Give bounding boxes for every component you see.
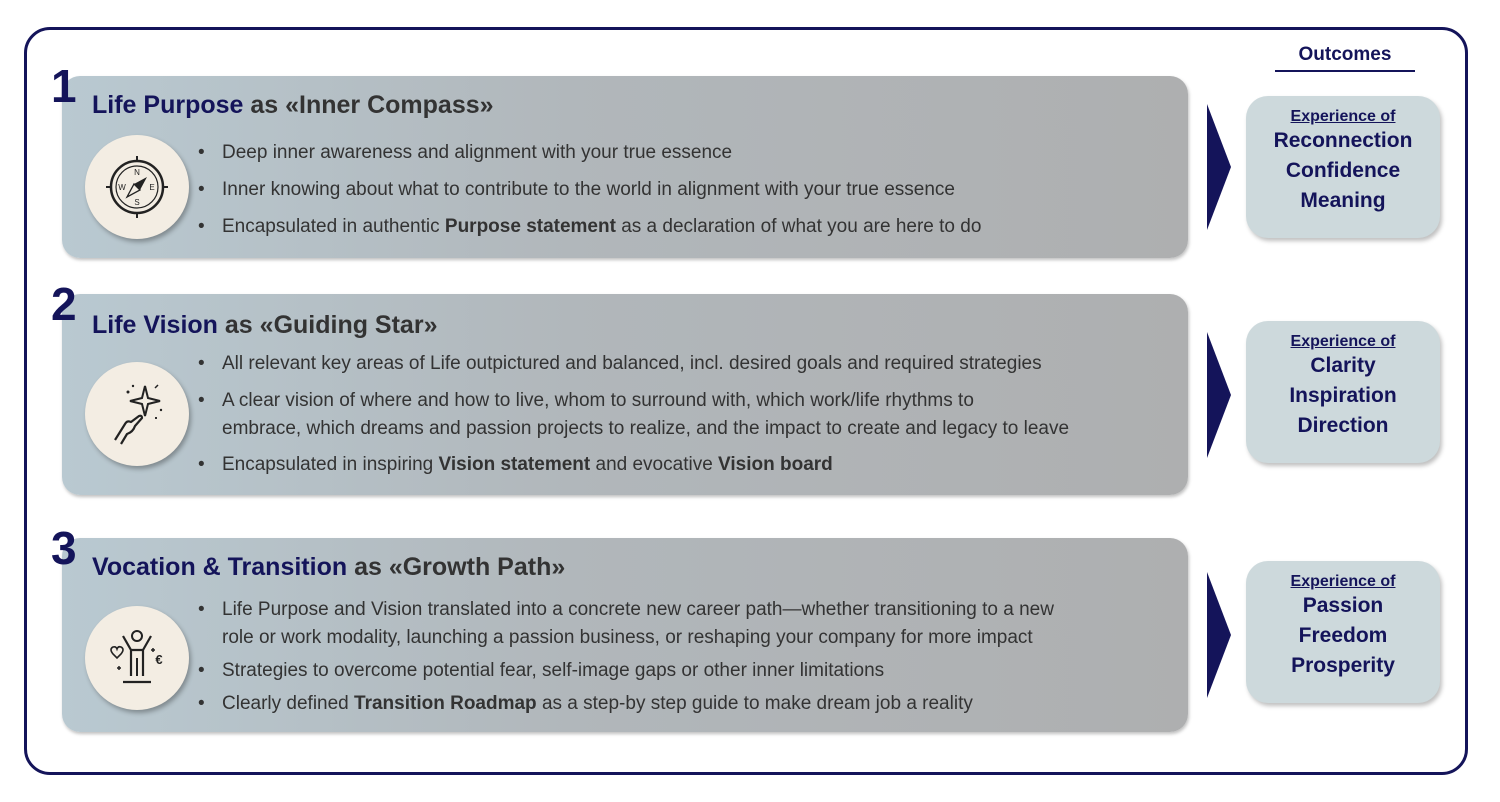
- section-3-title: [92, 553, 565, 582]
- outcome-item: Prosperity: [1291, 654, 1395, 677]
- outcome-item: Freedom: [1298, 624, 1388, 647]
- section-1-title-main: Life Purpose: [92, 91, 244, 119]
- compass-icon: [85, 135, 189, 239]
- svg-text:W: W: [118, 183, 126, 192]
- svg-text:€: €: [155, 652, 163, 667]
- outcome-item: Inspiration: [1289, 384, 1397, 407]
- person-growth-icon: [85, 606, 189, 710]
- list-item: • Clearly defined Transition Roadmap as a step-by step guide to make dream job a reality: [198, 690, 1054, 718]
- section-2-number: 2: [51, 278, 77, 330]
- section-1-outcome-box: [1246, 96, 1440, 238]
- section-1-title: [92, 91, 494, 120]
- list-item: • All relevant key areas of Life outpictured and balanced, incl. desired goals and required strategies: [198, 350, 1069, 378]
- outcome-item: Passion: [1302, 594, 1384, 617]
- section-2-outcome-box: [1246, 321, 1440, 463]
- list-item: • Inner knowing about what to contribute to the world in alignment with your true essence: [198, 176, 981, 204]
- section-3-title-main: Vocation & Transition: [92, 553, 348, 581]
- section-3-outcome-box: [1246, 561, 1440, 703]
- section-1-bullets: [198, 139, 981, 241]
- section-3-bullets: [198, 596, 1054, 718]
- outcome-label: Experience of: [1290, 333, 1396, 350]
- section-3-arrow: [1207, 572, 1231, 698]
- section-1-arrow: [1207, 104, 1231, 230]
- outcome-item: Clarity: [1310, 354, 1376, 377]
- list-item: • Deep inner awareness and alignment with your true essence: [198, 139, 981, 167]
- section-2-title-sub: as «Guiding Star»: [224, 311, 438, 339]
- list-item: • Life Purpose and Vision translated into a concrete new career path—whether transitioning to a new role or work modality, launching a passion business, or reshaping your company for more impact: [198, 596, 1054, 652]
- list-item: • Strategies to overcome potential fear, self-image gaps or other inner limitations: [198, 657, 1054, 685]
- section-1-number: 1: [51, 60, 77, 112]
- list-item: • A clear vision of where and how to live, whom to surround with, which work/life rhythms to embrace, which dreams and passion projects to realize, and the impact to create and legacy to leave: [198, 387, 1069, 443]
- list-item: • Encapsulated in authentic Purpose statement as a declaration of what you are here to do: [198, 213, 981, 241]
- outcome-label: Experience of: [1290, 573, 1396, 590]
- outcome-item: Reconnection: [1273, 129, 1413, 152]
- outcome-item: Direction: [1297, 414, 1389, 437]
- outcome-label: Experience of: [1290, 108, 1396, 125]
- svg-text:S: S: [134, 198, 140, 207]
- section-3-number: 3: [51, 522, 77, 574]
- section-2-title-main: Life Vision: [92, 311, 218, 339]
- outcomes-underline: [1275, 70, 1415, 72]
- section-2-bullets: [198, 350, 1069, 479]
- list-item: • Encapsulated in inspiring Vision statement and evocative Vision board: [198, 451, 1069, 479]
- section-3-title-sub: as «Growth Path»: [354, 553, 566, 581]
- section-2-arrow: [1207, 332, 1231, 458]
- outcome-item: Meaning: [1300, 189, 1386, 212]
- pointing-star-icon: [85, 362, 189, 466]
- section-2-title: [92, 311, 437, 340]
- outcome-item: Confidence: [1285, 159, 1401, 182]
- svg-text:N: N: [134, 168, 140, 177]
- outcomes-heading: Outcomes: [1298, 44, 1392, 65]
- section-1-title-sub: as «Inner Compass»: [250, 91, 494, 119]
- svg-text:E: E: [149, 183, 155, 192]
